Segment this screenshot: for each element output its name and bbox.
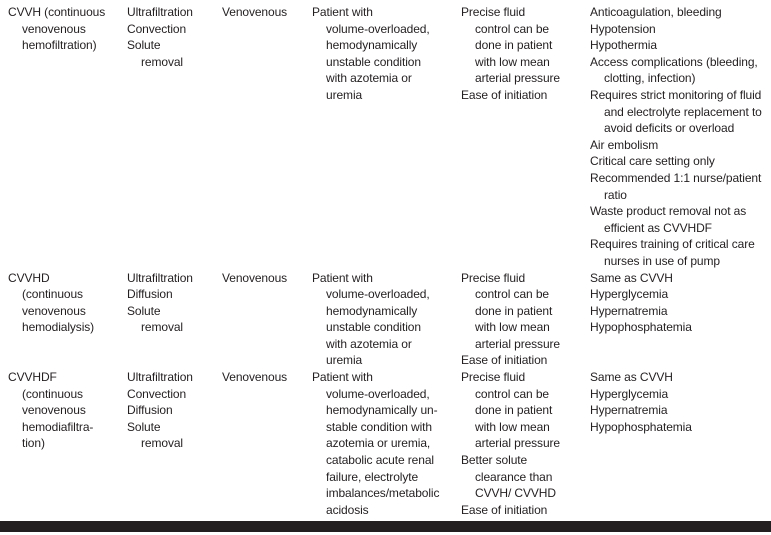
- text-line: removal: [141, 320, 183, 335]
- text-line: removal: [141, 54, 183, 69]
- text-line: Convection: [127, 21, 187, 36]
- text-line: hemodialysis): [22, 320, 95, 335]
- text-line: avoid deficits or overload: [604, 121, 735, 136]
- cell-indication: [312, 270, 461, 370]
- text-line: hemodynamically un-: [326, 403, 438, 418]
- text-line: Waste product removal not as: [590, 204, 747, 219]
- bottom-rule-divider: [0, 521, 771, 532]
- text-line: arterial pressure: [475, 436, 561, 451]
- text-line: control can be: [475, 386, 549, 401]
- text-line: Solute: [127, 38, 161, 53]
- text-line: uremia: [326, 87, 363, 102]
- text-line: Precise fluid: [461, 370, 526, 385]
- text-line: hemodynamically: [326, 303, 418, 318]
- text-line: Precise fluid: [461, 270, 526, 285]
- text-line: Ultrafiltration: [127, 5, 193, 19]
- text-line: unstable condition: [326, 54, 421, 69]
- text-line: done in patient: [475, 303, 553, 318]
- text-line: Precise fluid: [461, 5, 526, 19]
- text-line: Patient with: [312, 270, 373, 285]
- cell-modality: [8, 369, 127, 452]
- text-line: venovenous: [22, 21, 86, 36]
- text-line: removal: [141, 436, 183, 451]
- text-line: Access complications (bleeding,: [590, 54, 758, 69]
- cell-access: [222, 270, 312, 287]
- text-line: unstable condition: [326, 320, 421, 335]
- text-line: Ultrafiltration: [127, 370, 193, 385]
- text-line: Air embolism: [590, 137, 659, 152]
- text-line: clearance than: [475, 469, 553, 484]
- text-line: CVVHD: [8, 270, 50, 285]
- text-line: arterial pressure: [475, 71, 561, 86]
- text-line: Hypernatremia: [590, 403, 668, 418]
- text-line: with azotemia or: [326, 336, 412, 351]
- text-line: Venovenous: [222, 270, 288, 285]
- cell-modality: [8, 270, 127, 336]
- text-line: (continuous: [22, 287, 83, 302]
- text-line: venovenous: [22, 403, 86, 418]
- text-line: tion): [22, 436, 45, 451]
- text-line: efficient as CVVHDF: [604, 220, 712, 235]
- text-line: volume-overloaded,: [326, 386, 430, 401]
- text-line: Solute: [127, 419, 161, 434]
- cell-indication: [312, 4, 461, 104]
- text-line: clotting, infection): [604, 71, 696, 86]
- cell-mechanism: [127, 4, 222, 70]
- text-line: Hyperglycemia: [590, 386, 669, 401]
- text-line: Solute: [127, 303, 161, 318]
- text-line: Same as CVVH: [590, 370, 673, 385]
- text-line: with low mean: [475, 54, 550, 69]
- text-line: done in patient: [475, 38, 553, 53]
- text-line: venovenous: [22, 303, 86, 318]
- text-line: Better solute: [461, 453, 528, 468]
- cell-disadvantages: [590, 369, 771, 435]
- text-line: azotemia or uremia,: [326, 436, 431, 451]
- cell-advantages: [461, 369, 590, 518]
- text-line: hemofiltration): [22, 38, 97, 53]
- table-row-cvvhdf: [8, 369, 771, 518]
- therapy-comparison-table: [8, 4, 771, 518]
- text-line: Venovenous: [222, 370, 288, 385]
- cell-mechanism: [127, 369, 222, 452]
- text-line: Requires training of critical care: [590, 237, 755, 252]
- text-line: Hypophosphatemia: [590, 419, 692, 434]
- text-line: Ease of initiation: [461, 353, 548, 368]
- text-line: Diffusion: [127, 287, 173, 302]
- text-line: control can be: [475, 21, 549, 36]
- text-line: Anticoagulation, bleeding: [590, 5, 722, 19]
- text-line: Requires strict monitoring of fluid: [590, 87, 762, 102]
- cell-mechanism: [127, 270, 222, 336]
- text-line: volume-overloaded,: [326, 21, 430, 36]
- text-line: catabolic acute renal: [326, 453, 434, 468]
- text-line: Hypotension: [590, 21, 656, 36]
- text-line: Patient with: [312, 370, 373, 385]
- cell-disadvantages: [590, 4, 771, 270]
- text-line: and electrolyte replacement to: [604, 104, 762, 119]
- text-line: arterial pressure: [475, 336, 561, 351]
- text-line: nurses in use of pump: [604, 253, 720, 268]
- text-line: Critical care setting only: [590, 154, 715, 169]
- cell-access: [222, 4, 312, 21]
- text-line: with low mean: [475, 419, 550, 434]
- table-row-cvvhd: [8, 270, 771, 370]
- text-line: failure, electrolyte: [326, 469, 419, 484]
- text-line: Hypothermia: [590, 38, 657, 53]
- cell-disadvantages: [590, 270, 771, 336]
- cell-indication: [312, 369, 461, 518]
- text-line: CVVH (continuous: [8, 5, 106, 19]
- text-line: with azotemia or: [326, 71, 412, 86]
- text-line: Diffusion: [127, 403, 173, 418]
- text-line: Hypernatremia: [590, 303, 668, 318]
- cell-access: [222, 369, 312, 386]
- table-row-cvvh: [8, 4, 771, 270]
- cell-advantages: [461, 270, 590, 370]
- text-line: stable condition with: [326, 419, 432, 434]
- text-line: with low mean: [475, 320, 550, 335]
- text-line: (continuous: [22, 386, 83, 401]
- text-line: Recommended 1:1 nurse/patient: [590, 170, 762, 185]
- text-line: hemodynamically: [326, 38, 418, 53]
- text-line: Hypophosphatemia: [590, 320, 692, 335]
- text-line: Convection: [127, 386, 187, 401]
- text-line: Venovenous: [222, 5, 288, 19]
- text-line: acidosis: [326, 502, 369, 517]
- text-line: Patient with: [312, 5, 373, 19]
- text-line: CVVH/ CVVHD: [475, 486, 556, 501]
- cell-advantages: [461, 4, 590, 104]
- text-line: ratio: [604, 187, 627, 202]
- text-line: Ultrafiltration: [127, 270, 193, 285]
- text-line: done in patient: [475, 403, 553, 418]
- text-line: control can be: [475, 287, 549, 302]
- text-line: hemodiafiltra-: [22, 419, 94, 434]
- text-line: imbalances/metabolic: [326, 486, 440, 501]
- text-line: Same as CVVH: [590, 270, 673, 285]
- text-line: uremia: [326, 353, 363, 368]
- cell-modality: [8, 4, 127, 54]
- text-line: Hyperglycemia: [590, 287, 669, 302]
- text-line: Ease of initiation: [461, 502, 548, 517]
- text-line: CVVHDF: [8, 370, 57, 385]
- text-line: Ease of initiation: [461, 87, 548, 102]
- text-line: volume-overloaded,: [326, 287, 430, 302]
